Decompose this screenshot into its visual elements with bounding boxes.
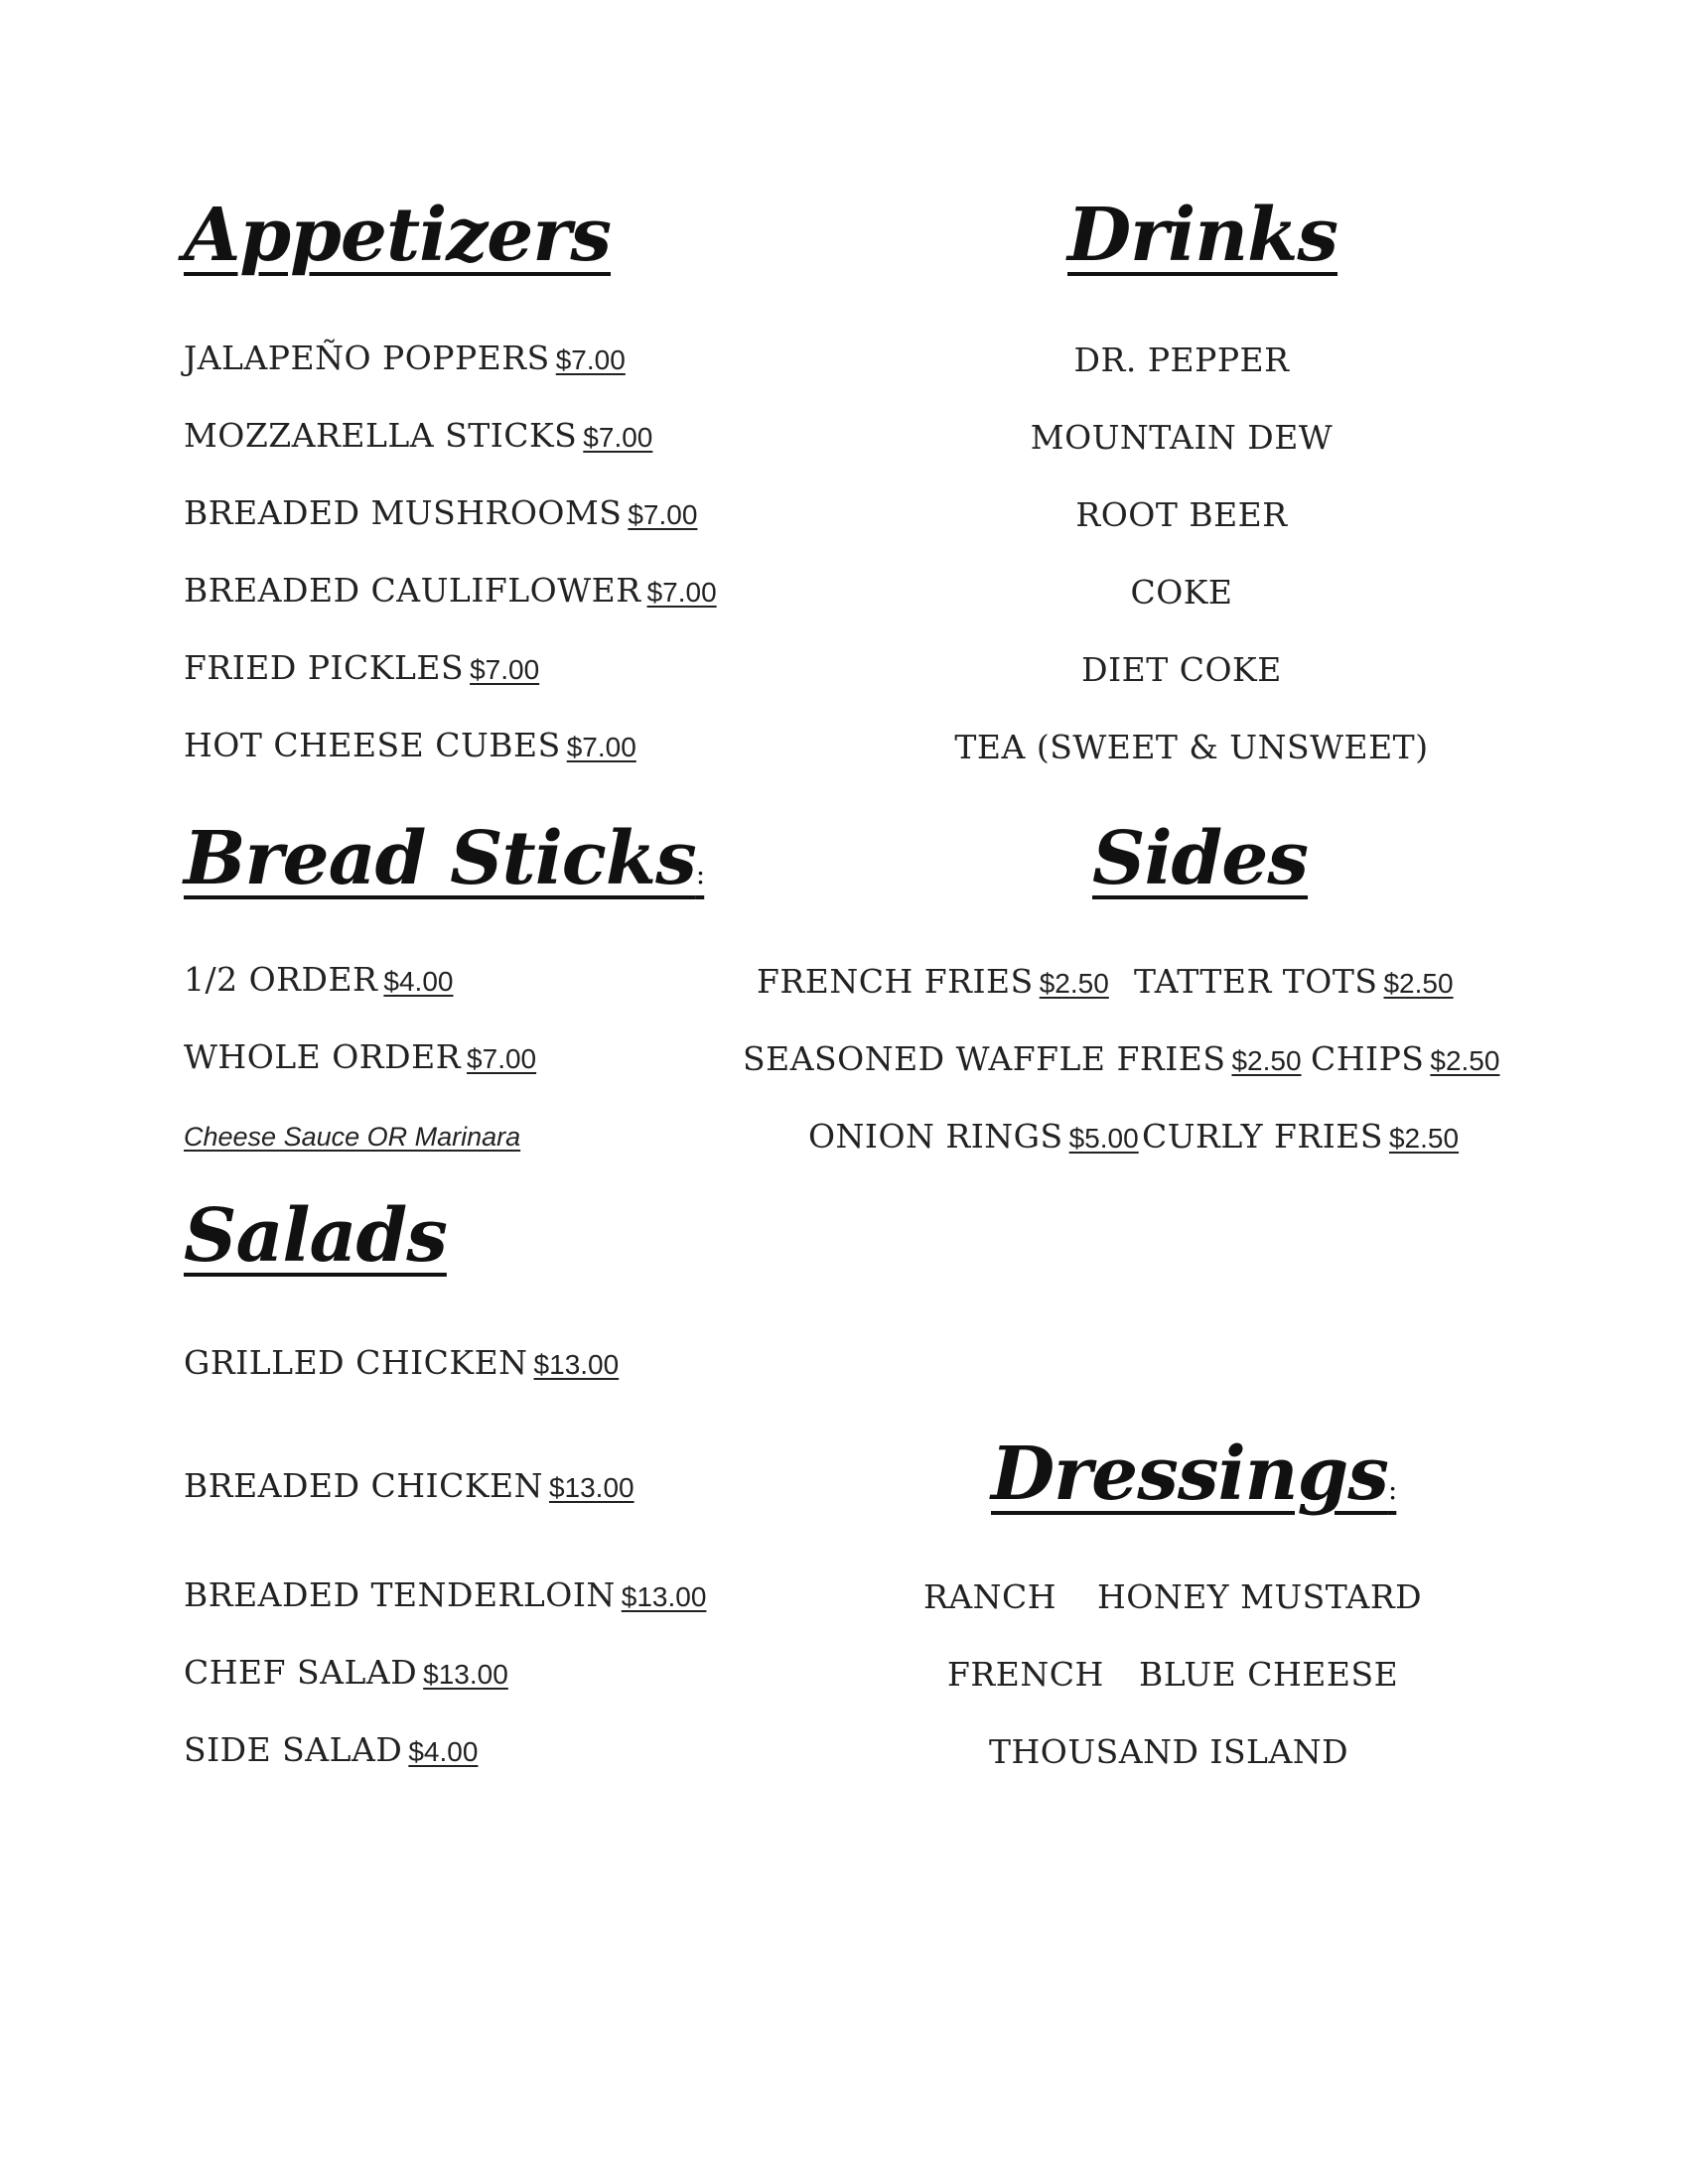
side-item xyxy=(808,1117,1139,1156)
dressing-item xyxy=(989,1732,1349,1771)
item-price: $7.00 xyxy=(646,577,717,608)
drink-name: DR. PEPPER xyxy=(1073,341,1290,379)
dressing-item xyxy=(947,1655,1104,1694)
side-item xyxy=(1311,1039,1500,1078)
menu-item xyxy=(184,1653,508,1692)
item-name: SIDE SALAD xyxy=(184,1730,403,1769)
dressing-name: RANCH xyxy=(923,1577,1057,1616)
side-item xyxy=(1142,1117,1460,1156)
side-item xyxy=(757,962,1109,1001)
item-price: $2.50 xyxy=(1039,968,1109,999)
dressing-item xyxy=(1139,1655,1399,1694)
drink-name: TEA (SWEET & UNSWEET) xyxy=(954,728,1429,766)
drink-item xyxy=(874,341,1489,379)
item-price: $13.00 xyxy=(423,1659,508,1690)
dressings-heading xyxy=(991,1432,1397,1517)
item-name: HOT CHEESE CUBES xyxy=(184,726,561,764)
item-name: BREADED CHICKEN xyxy=(184,1466,543,1505)
item-price: $7.00 xyxy=(628,499,698,530)
drink-name: COKE xyxy=(1130,573,1233,612)
bread-sticks-heading xyxy=(184,816,705,901)
menu-item xyxy=(184,1037,537,1076)
heading-colon: : xyxy=(1387,1473,1397,1506)
menu-item xyxy=(184,960,454,999)
item-name: SEASONED WAFFLE FRIES xyxy=(743,1039,1226,1078)
dressing-name: BLUE CHEESE xyxy=(1139,1655,1399,1694)
item-price: $4.00 xyxy=(383,966,454,997)
drink-name: MOUNTAIN DEW xyxy=(1030,418,1334,457)
appetizers-heading xyxy=(184,193,612,278)
item-price: $2.50 xyxy=(1383,968,1454,999)
item-name: ONION RINGS xyxy=(808,1117,1063,1156)
drink-name: DIET COKE xyxy=(1081,650,1282,689)
menu-item xyxy=(184,571,717,610)
bread-sticks-heading-text: Bread Sticks xyxy=(184,816,696,901)
item-name: CHEF SALAD xyxy=(184,1653,418,1692)
menu-item xyxy=(184,1575,707,1614)
menu-item xyxy=(184,1343,620,1382)
item-price: $7.00 xyxy=(555,344,626,375)
drink-item xyxy=(874,418,1489,457)
item-name: JALAPEÑO POPPERS xyxy=(184,339,550,377)
item-name: MOZZARELLA STICKS xyxy=(184,416,578,455)
item-name: 1/2 ORDER xyxy=(184,960,378,999)
salads-heading xyxy=(184,1193,447,1279)
menu-item xyxy=(184,1730,479,1769)
item-price: $2.50 xyxy=(1430,1045,1500,1076)
item-name: CHIPS xyxy=(1311,1039,1425,1078)
menu-item xyxy=(184,416,653,455)
side-item xyxy=(743,1039,1302,1078)
drink-item xyxy=(874,495,1489,534)
drink-item xyxy=(874,573,1489,612)
menu-item xyxy=(184,648,540,687)
item-price: $7.00 xyxy=(470,654,540,685)
sides-heading xyxy=(1092,816,1309,901)
item-price: $7.00 xyxy=(467,1043,537,1074)
dressing-name: THOUSAND ISLAND xyxy=(989,1732,1349,1771)
side-item xyxy=(1134,962,1454,1001)
item-price: $2.50 xyxy=(1231,1045,1302,1076)
item-name: BREADED TENDERLOIN xyxy=(184,1575,616,1614)
item-name: CURLY FRIES xyxy=(1142,1117,1383,1156)
menu-item xyxy=(184,493,698,532)
item-price: $7.00 xyxy=(583,422,653,453)
drink-name: ROOT BEER xyxy=(1075,495,1288,534)
item-name: GRILLED CHICKEN xyxy=(184,1343,528,1382)
item-price: $13.00 xyxy=(621,1581,707,1612)
item-price: $4.00 xyxy=(408,1736,479,1767)
item-price: $5.00 xyxy=(1068,1123,1139,1154)
sides-heading-text: Sides xyxy=(1092,816,1309,901)
item-price: $7.00 xyxy=(566,732,636,762)
item-price: $13.00 xyxy=(548,1472,634,1503)
menu-item xyxy=(184,339,626,377)
appetizers-heading-text: Appetizers xyxy=(184,193,612,278)
drink-item xyxy=(874,650,1489,689)
dressing-item xyxy=(1097,1577,1423,1616)
drinks-heading-text: Drinks xyxy=(1067,193,1338,278)
item-name: BREADED MUSHROOMS xyxy=(184,493,623,532)
drinks-heading xyxy=(1067,193,1338,278)
heading-colon: : xyxy=(695,858,705,890)
salads-heading-text: Salads xyxy=(184,1193,447,1279)
item-name: TATTER TOTS xyxy=(1134,962,1378,1001)
menu-item xyxy=(184,1466,634,1505)
item-name: FRENCH FRIES xyxy=(757,962,1034,1001)
item-name: WHOLE ORDER xyxy=(184,1037,462,1076)
sauce-note: Cheese Sauce OR Marinara xyxy=(184,1122,521,1152)
item-name: BREADED CAULIFLOWER xyxy=(184,571,641,610)
dressings-heading-text: Dressings xyxy=(991,1432,1388,1517)
dressing-name: HONEY MUSTARD xyxy=(1097,1577,1423,1616)
item-name: FRIED PICKLES xyxy=(184,648,465,687)
dressing-item xyxy=(923,1577,1057,1616)
item-price: $13.00 xyxy=(533,1349,620,1380)
menu-item xyxy=(184,726,636,764)
drink-item xyxy=(874,728,1509,766)
dressing-name: FRENCH xyxy=(947,1655,1104,1694)
item-price: $2.50 xyxy=(1388,1123,1460,1154)
